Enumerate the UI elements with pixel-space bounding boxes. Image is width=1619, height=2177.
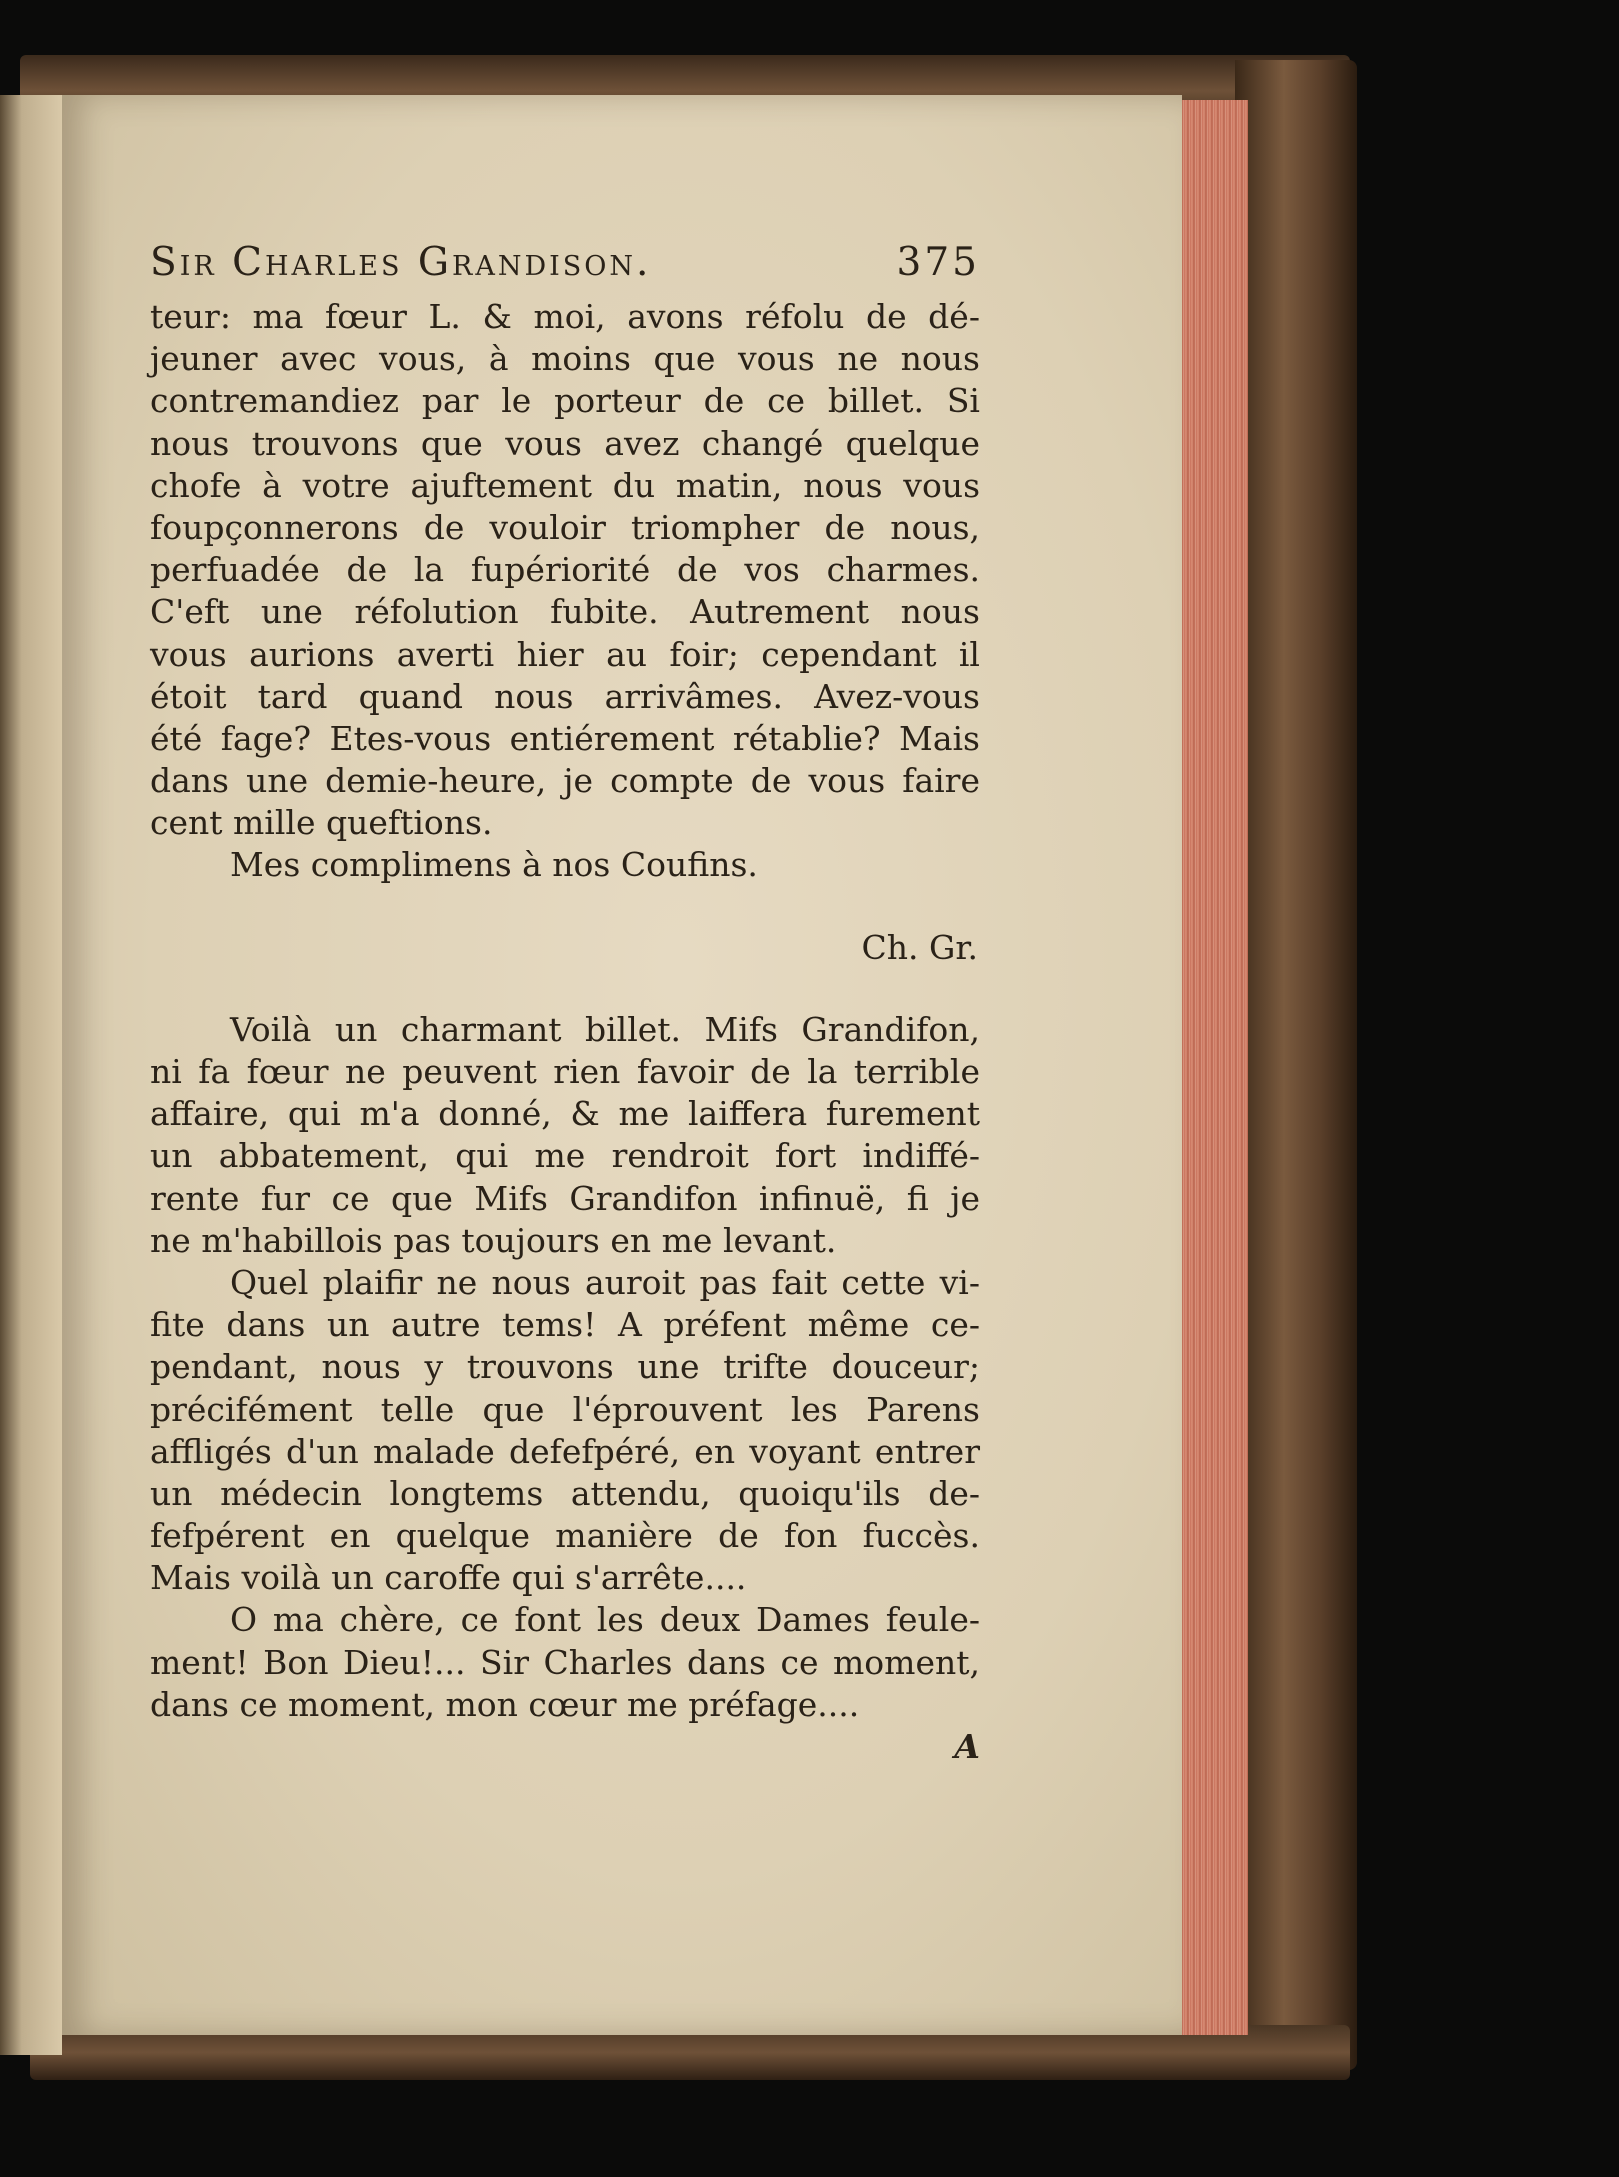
spacer — [150, 887, 980, 927]
page-number: 375 — [896, 240, 980, 285]
text-line: fite dans un autre tems! A préfent même ce- — [150, 1305, 980, 1345]
text-line: Voilà un charmant billet. Mifs Grandifon, — [230, 1009, 980, 1049]
catchword: A — [954, 1727, 980, 1766]
text-line: C'eft une réfolution fubite. Autrement nous — [150, 592, 980, 632]
text-line: dans ce moment, mon cœur me préfage.... — [150, 1684, 860, 1724]
text-line: étoit tard quand nous arrivâmes. Avez-vous — [150, 676, 980, 716]
text-line: foupçonnerons de vouloir triompher de nous, — [150, 507, 980, 547]
text-line: rente fur ce que Mifs Grandifon infinuë, fi je — [150, 1178, 980, 1218]
running-head-title: Sir Charles Grandison. — [150, 240, 652, 285]
text-line: vous aurions averti hier au foir; cependant il — [150, 634, 980, 674]
text-line: O ma chère, ce font les deux Dames feule- — [230, 1600, 980, 1640]
text-line: perfuadée de la fupériorité de vos charmes. — [150, 550, 980, 590]
text-line: un médecin longtems attendu, quoiqu'ils de- — [150, 1473, 980, 1513]
running-head — [150, 240, 980, 296]
text-line: ni fa fœur ne peuvent rien favoir de la terrible — [150, 1052, 980, 1091]
book-cover-right — [1235, 60, 1357, 2070]
text-line: chofe à votre ajuftement du matin, nous vous — [150, 465, 980, 505]
signature: Ch. Gr. — [861, 927, 978, 967]
text-line: nous trouvons que vous avez changé quelque — [150, 423, 980, 463]
spacer — [150, 969, 980, 1009]
text-line: contremandiez par le porteur de ce billet. Si — [150, 381, 980, 421]
text-line: ment! Bon Dieu!... Sir Charles dans ce moment, — [150, 1642, 980, 1682]
text-line: pendant, nous y trouvons une trifte douceur; — [150, 1347, 980, 1387]
text-line: Mais voilà un caroffe qui s'arrête.... — [150, 1558, 747, 1598]
text-line: teur: ma fœur L. & moi, avons réfolu de dé- — [150, 297, 980, 336]
text-line: ne m'habillois pas toujours en me levant. — [150, 1220, 837, 1260]
text-line: un abbatement, qui me rendroit fort indiffé- — [150, 1136, 980, 1176]
page-edges — [1178, 100, 1248, 2035]
page-text — [150, 240, 980, 1768]
text-line: dans une demie-heure, je compte de vous faire — [150, 761, 980, 801]
text-line: cent mille queftions. — [150, 803, 493, 843]
text-line: affaire, qui m'a donné, & me laiffera furement — [150, 1094, 980, 1134]
text-line: fefpérent en quelque manière de fon fuccès. — [150, 1516, 980, 1556]
text-line: Mes complimens à nos Coufins. — [230, 845, 758, 885]
text-line: été fage? Etes-vous entiérement rétablie? Mais — [150, 718, 980, 758]
text-line: Quel plaifir ne nous auroit pas fait cette vi- — [230, 1262, 980, 1302]
text-line: précifément telle que l'éprouvent les Parens — [150, 1389, 980, 1429]
text-line: jeuner avec vous, à moins que vous ne nous — [150, 339, 980, 379]
text-line: affligés d'un malade defefpéré, en voyant entrer — [150, 1431, 980, 1471]
left-page-edge — [0, 95, 62, 2055]
